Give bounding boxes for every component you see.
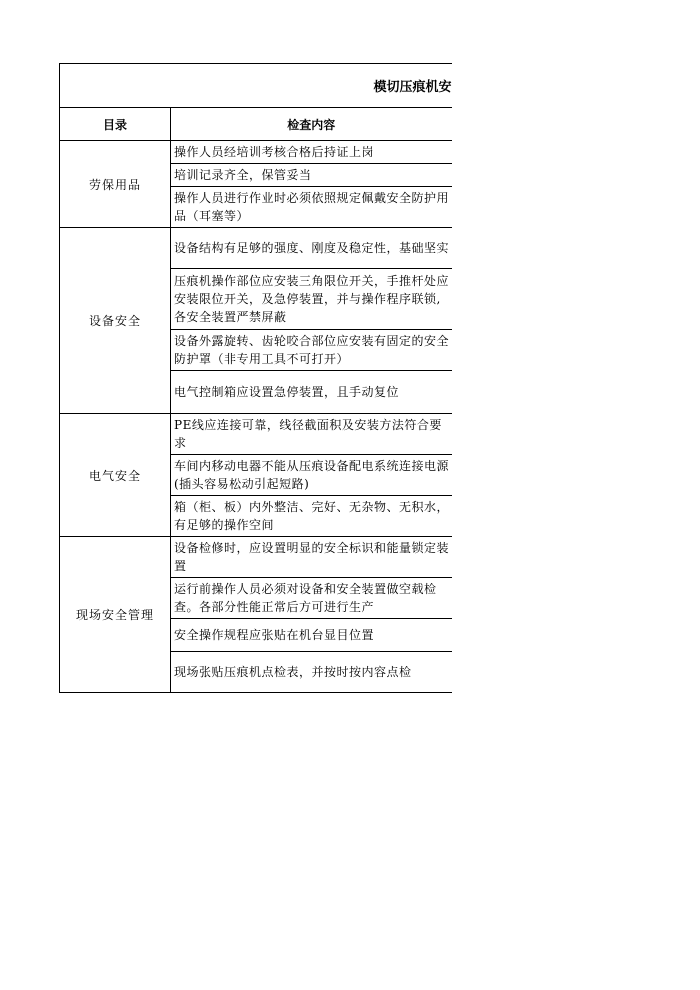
inspection-table: [59, 63, 452, 693]
item-cell: 设备检修时，应设置明显的安全标识和能量锁定装置: [171, 537, 452, 578]
title-row: [60, 64, 452, 108]
item-cell: 车间内移动电器不能从压痕设备配电系统连接电源(插头容易松动引起短路): [171, 455, 452, 496]
item-cell: 运行前操作人员必须对设备和安全装置做空载检查。各部分性能正常后方可进行生产: [171, 578, 452, 619]
item-cell: 设备结构有足够的强度、刚度及稳定性，基础坚实: [171, 228, 452, 269]
item-cell: 操作人员进行作业时必须依照规定佩戴安全防护用品（耳塞等）: [171, 187, 452, 228]
table-row: [60, 141, 452, 164]
title-cell: [60, 64, 452, 108]
item-cell: PE线应连接可靠，线径截面积及安装方法符合要求: [171, 414, 452, 455]
item-cell: 现场张贴压痕机点检表，并按时按内容点检: [171, 652, 452, 693]
table-row: [60, 537, 452, 578]
table-row: [60, 228, 452, 269]
item-cell: 安全操作规程应张贴在机台显目位置: [171, 619, 452, 652]
category-cell-equipment-safety: 设备安全: [60, 228, 171, 414]
category-cell-site-safety-management: 现场安全管理: [60, 537, 171, 693]
item-cell: 电气控制箱应设置急停装置，且手动复位: [171, 371, 452, 414]
table-row: [60, 414, 452, 455]
item-cell: 培训记录齐全，保管妥当: [171, 164, 452, 187]
header-content: 检查内容: [171, 108, 452, 141]
sheet-title: 模切压痕机安: [373, 80, 452, 95]
item-cell: 操作人员经培训考核合格后持证上岗: [171, 141, 452, 164]
item-cell: 箱（柜、板）内外整洁、完好、无杂物、无积水，有足够的操作空间: [171, 496, 452, 537]
header-row: [60, 108, 452, 141]
header-category: 目录: [60, 108, 171, 141]
category-cell-electrical-safety: 电气安全: [60, 414, 171, 537]
category-cell-labor-protection: 劳保用品: [60, 141, 171, 228]
item-cell: 设备外露旋转、齿轮咬合部位应安装有固定的安全防护罩（非专用工具不可打开）: [171, 330, 452, 371]
item-cell: 压痕机操作部位应安装三角限位开关，手推杆处应安装限位开关，及急停装置，并与操作程序联锁,各安全装置严禁屏蔽: [171, 269, 452, 330]
